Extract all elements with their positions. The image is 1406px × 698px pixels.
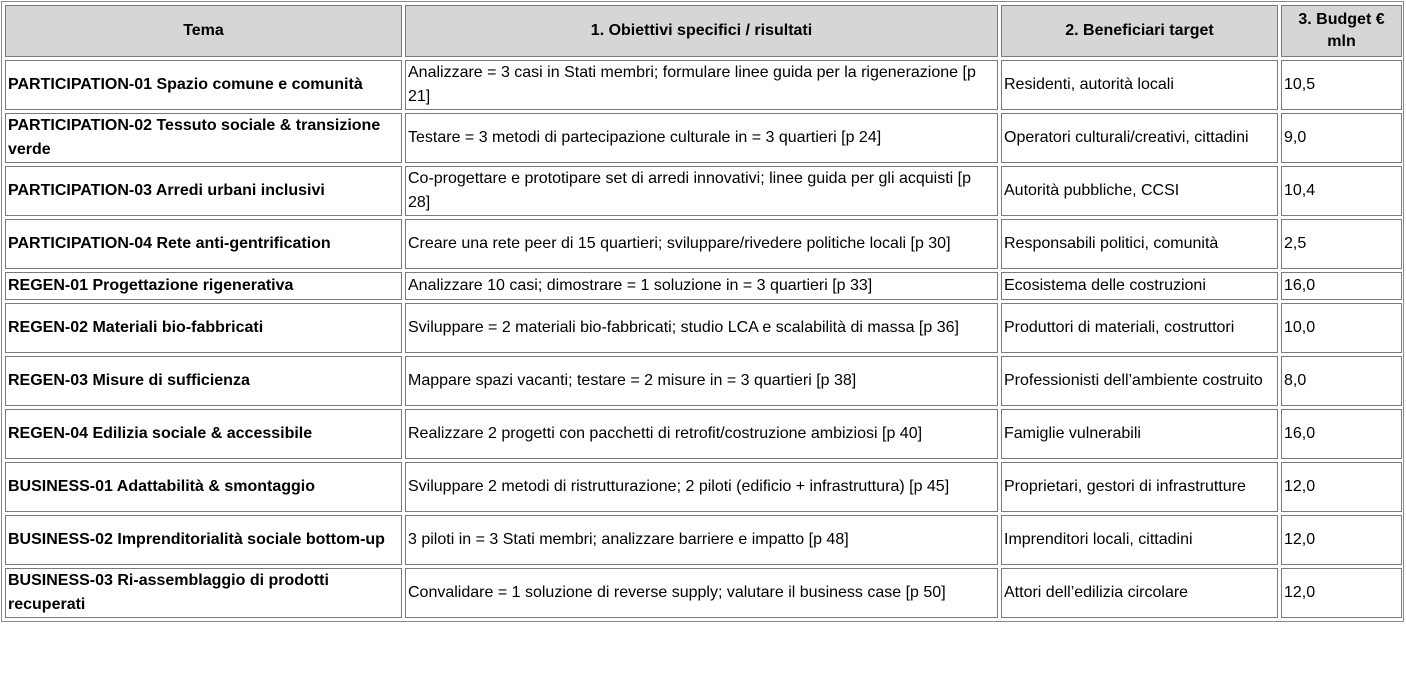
cell-tema: PARTICIPATION-01 Spazio comune e comunità [5, 60, 402, 110]
cell-tema: BUSINESS-01 Adattabilità & smontaggio [5, 462, 402, 512]
cell-budget: 9,0 [1281, 113, 1402, 163]
cell-budget: 16,0 [1281, 272, 1402, 300]
header-tema: Tema [5, 5, 402, 57]
cell-beneficiari: Attori dell’edilizia circolare [1001, 568, 1278, 618]
cell-budget: 10,0 [1281, 303, 1402, 353]
cell-obiettivi: Testare = 3 metodi di partecipazione culturale in = 3 quartieri [p 24] [405, 113, 998, 163]
cell-budget: 12,0 [1281, 462, 1402, 512]
cell-tema: REGEN-01 Progettazione rigenerativa [5, 272, 402, 300]
cell-obiettivi: Analizzare 10 casi; dimostrare = 1 soluzione in = 3 quartieri [p 33] [405, 272, 998, 300]
cell-obiettivi: 3 piloti in = 3 Stati membri; analizzare barriere e impatto [p 48] [405, 515, 998, 565]
cell-budget: 10,5 [1281, 60, 1402, 110]
cell-beneficiari: Proprietari, gestori di infrastrutture [1001, 462, 1278, 512]
header-beneficiari: 2. Beneficiari target [1001, 5, 1278, 57]
table-row [5, 462, 1402, 512]
cell-budget: 16,0 [1281, 409, 1402, 459]
cell-obiettivi: Realizzare 2 progetti con pacchetti di retrofit/costruzione ambiziosi [p 40] [405, 409, 998, 459]
table-row [5, 356, 1402, 406]
cell-beneficiari: Professionisti dell’ambiente costruito [1001, 356, 1278, 406]
cell-tema: REGEN-04 Edilizia sociale & accessibile [5, 409, 402, 459]
cell-beneficiari: Ecosistema delle costruzioni [1001, 272, 1278, 300]
table-row [5, 219, 1402, 269]
cell-tema: REGEN-02 Materiali bio-fabbricati [5, 303, 402, 353]
header-row [5, 5, 1402, 57]
cell-beneficiari: Produttori di materiali, costruttori [1001, 303, 1278, 353]
cell-obiettivi: Analizzare = 3 casi in Stati membri; formulare linee guida per la rigenerazione [p 21] [405, 60, 998, 110]
header-obiettivi: 1. Obiettivi specifici / risultati [405, 5, 998, 57]
cell-beneficiari: Autorità pubbliche, CCSI [1001, 166, 1278, 216]
cell-obiettivi: Convalidare = 1 soluzione di reverse supply; valutare il business case [p 50] [405, 568, 998, 618]
cell-budget: 8,0 [1281, 356, 1402, 406]
themes-table-container [1, 1, 1404, 622]
cell-beneficiari: Famiglie vulnerabili [1001, 409, 1278, 459]
cell-tema: PARTICIPATION-02 Tessuto sociale & transizione verde [5, 113, 402, 163]
themes-table [2, 2, 1405, 621]
cell-tema: BUSINESS-03 Ri-assemblaggio di prodotti recuperati [5, 568, 402, 618]
table-row [5, 568, 1402, 618]
cell-budget: 10,4 [1281, 166, 1402, 216]
header-budget: 3. Budget € mln [1281, 5, 1402, 57]
cell-beneficiari: Responsabili politici, comunità [1001, 219, 1278, 269]
cell-beneficiari: Imprenditori locali, cittadini [1001, 515, 1278, 565]
cell-obiettivi: Mappare spazi vacanti; testare = 2 misure in = 3 quartieri [p 38] [405, 356, 998, 406]
cell-obiettivi: Sviluppare 2 metodi di ristrutturazione; 2 piloti (edificio + infrastruttura) [p 45] [405, 462, 998, 512]
cell-tema: BUSINESS-02 Imprenditorialità sociale bottom-up [5, 515, 402, 565]
table-row [5, 272, 1402, 300]
cell-obiettivi: Sviluppare = 2 materiali bio-fabbricati; studio LCA e scalabilità di massa [p 36] [405, 303, 998, 353]
cell-budget: 2,5 [1281, 219, 1402, 269]
cell-beneficiari: Operatori culturali/creativi, cittadini [1001, 113, 1278, 163]
cell-beneficiari: Residenti, autorità locali [1001, 60, 1278, 110]
table-row [5, 515, 1402, 565]
table-row [5, 113, 1402, 163]
cell-tema: PARTICIPATION-03 Arredi urbani inclusivi [5, 166, 402, 216]
table-row [5, 303, 1402, 353]
cell-budget: 12,0 [1281, 568, 1402, 618]
table-row [5, 409, 1402, 459]
cell-tema: REGEN-03 Misure di sufficienza [5, 356, 402, 406]
cell-budget: 12,0 [1281, 515, 1402, 565]
table-row [5, 166, 1402, 216]
cell-obiettivi: Co-progettare e prototipare set di arredi innovativi; linee guida per gli acquisti [p 28] [405, 166, 998, 216]
table-row [5, 60, 1402, 110]
cell-obiettivi: Creare una rete peer di 15 quartieri; sviluppare/rivedere politiche locali [p 30] [405, 219, 998, 269]
cell-tema: PARTICIPATION-04 Rete anti-gentrification [5, 219, 402, 269]
